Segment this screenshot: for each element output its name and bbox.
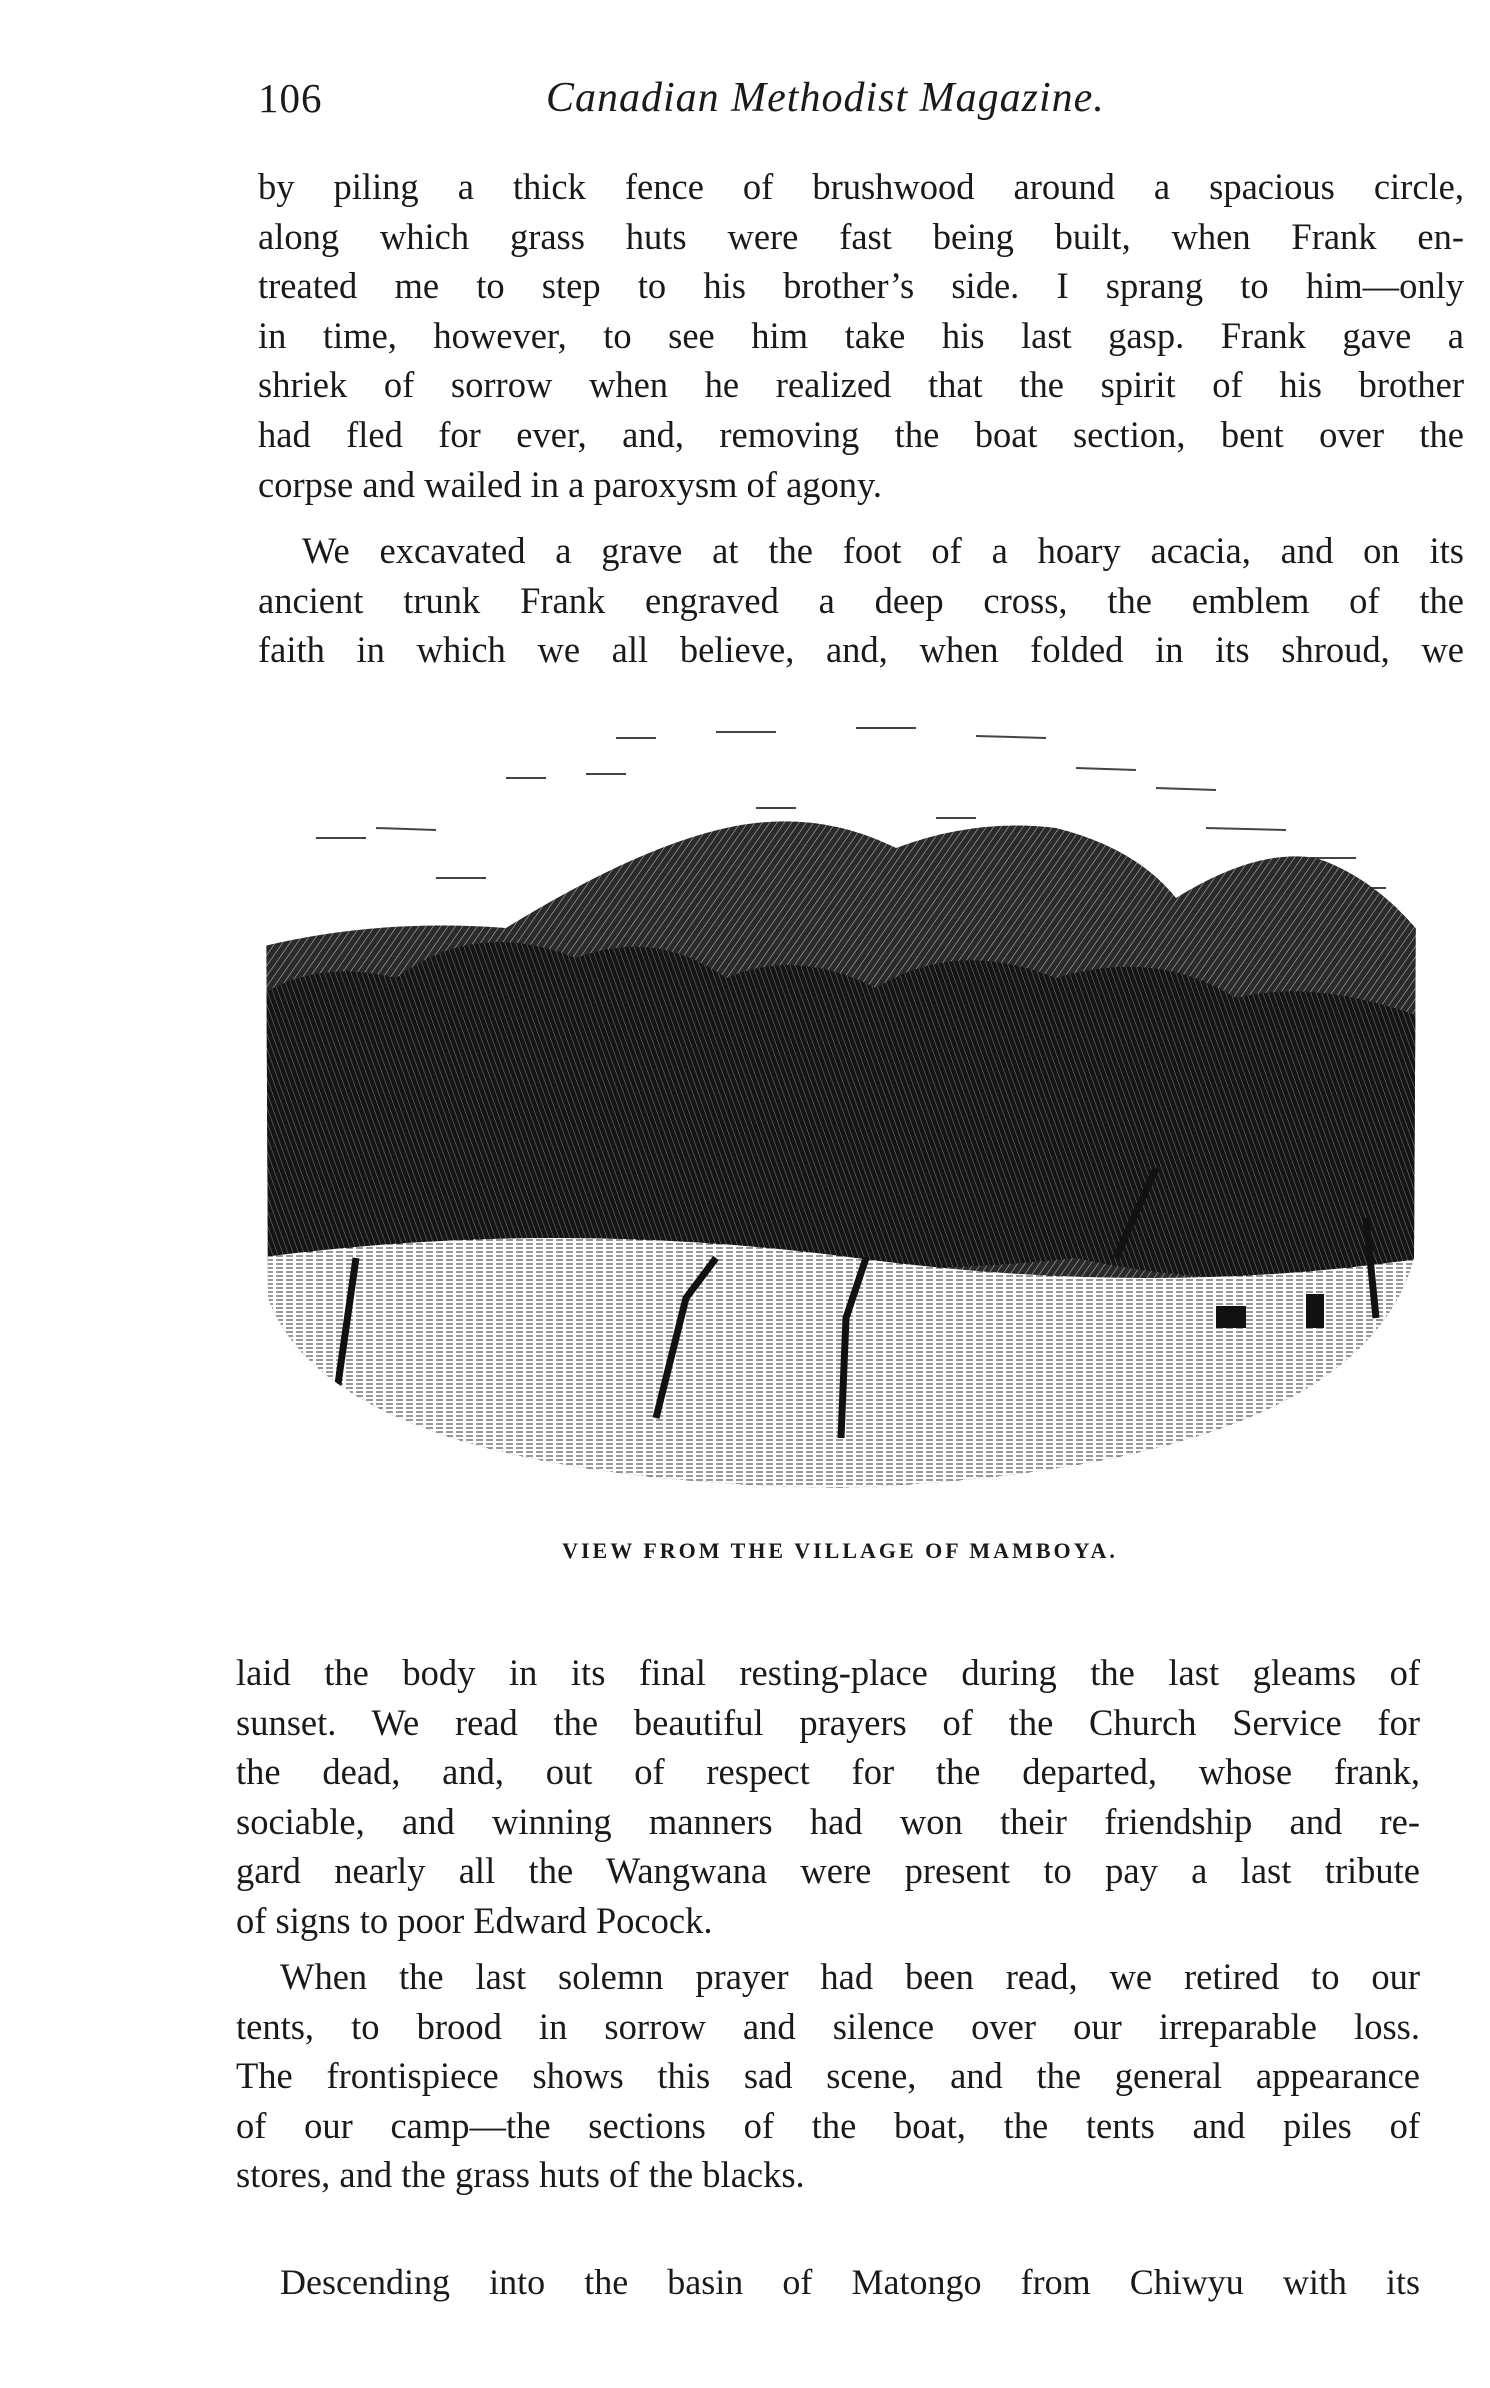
text-line: sunset. We read the beautiful prayers of the Church Service for xyxy=(236,1701,1420,1743)
text-line: laid the body in its final resting-place during the last gleams of xyxy=(236,1652,1420,1693)
text-line: sociable, and winning manners had won their friendship and re- xyxy=(236,1800,1420,1842)
page-number: 106 xyxy=(258,75,323,121)
text-line: Descending into the basin of Matongo from Chiwyu with its xyxy=(280,2262,1420,2302)
text-line: in time, however, to see him take his last gasp. Frank gave a xyxy=(258,314,1464,356)
text-line: treated me to step to his brother’s side. I sprang to him—only xyxy=(258,265,1464,307)
paragraph-4 xyxy=(236,1952,1420,2200)
text-line: stores, and the grass huts of the blacks. xyxy=(236,2154,805,2196)
text-line: the dead, and, out of respect for the departed, whose frank, xyxy=(236,1751,1420,1793)
text-line: shriek of sorrow when he realized that the spirit of his brother xyxy=(258,364,1464,406)
text-line: When the last solemn prayer had been read, we retired to our xyxy=(280,1956,1420,1997)
paragraph-3 xyxy=(236,1648,1420,1946)
text-line: faith in which we all believe, and, when folded in its shroud, we xyxy=(258,629,1464,671)
text-line: The frontispiece shows this sad scene, and the general appearance xyxy=(236,2055,1420,2097)
text-line: had fled for ever, and, removing the boat section, bent over the xyxy=(258,413,1464,455)
text-line: ancient trunk Frank engraved a deep cross, the emblem of the xyxy=(258,579,1464,621)
paragraph-1 xyxy=(258,162,1464,509)
page-header xyxy=(258,74,1258,124)
animal-figure xyxy=(1216,1306,1246,1328)
paragraph-2 xyxy=(258,526,1464,675)
text-line: by piling a thick fence of brushwood around a spacious circle, xyxy=(258,166,1464,207)
text-line: of our camp—the sections of the boat, the tents and piles of xyxy=(236,2104,1420,2146)
engraving-figure xyxy=(256,698,1424,1578)
text-line: along which grass huts were fast being built, when Frank en- xyxy=(258,215,1464,257)
text-line: gard nearly all the Wangwana were present to pay a last tribute xyxy=(236,1850,1420,1892)
landscape-engraving xyxy=(256,698,1424,1518)
text-line: tents, to brood in sorrow and silence over our irreparable loss. xyxy=(236,2005,1420,2047)
text-line: We excavated a grave at the foot of a hoary acacia, and on its xyxy=(302,530,1464,571)
text-line: of signs to poor Edward Pocock. xyxy=(236,1899,713,1941)
figure-caption: VIEW FROM THE VILLAGE OF MAMBOYA. xyxy=(562,1538,1118,1563)
person-figure xyxy=(1306,1294,1324,1328)
text-line: corpse and wailed in a paroxysm of agony. xyxy=(258,463,883,505)
running-head: Canadian Methodist Magazine. xyxy=(546,75,1105,121)
paragraph-5 xyxy=(236,2258,1420,2308)
